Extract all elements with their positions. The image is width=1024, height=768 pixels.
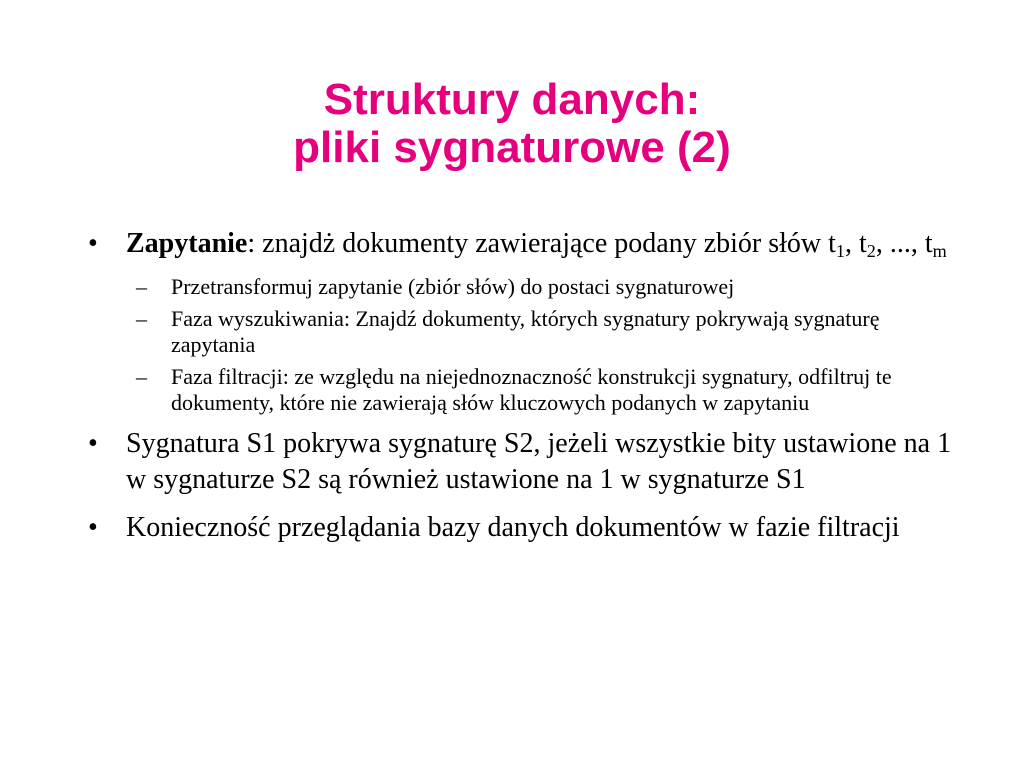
subscript-1: 1 (835, 241, 846, 261)
sub-item-search-phase-text: Faza wyszukiwania: Znajdź dokumenty, których sygnatury pokrywają sygnaturę zapytania (171, 306, 880, 357)
dash-icon: – (136, 274, 147, 299)
sub-item-transform-text: Przetransformuj zapytanie (zbiór słów) do postaci sygnaturowej (171, 274, 735, 299)
bullet-item-query-text-2: , t (845, 228, 867, 259)
slide-title (0, 76, 1024, 173)
bullet-item-filter-necessity-text: Konieczność przeglądania bazy danych dokumentów w fazie filtracji (126, 512, 900, 543)
query-sub-list (88, 274, 958, 416)
bullet-item-query-text: : znajdż dokumenty zawierające podany zbiór słów t (247, 228, 836, 259)
bullet-item-signature-cover (88, 426, 958, 498)
sub-item-filter-phase (88, 364, 958, 416)
bullet-icon: • (88, 228, 98, 259)
slide-title-line-1: Struktury danych: (323, 75, 701, 124)
sub-item-search-phase (88, 306, 958, 358)
bullet-icon: • (88, 428, 98, 459)
bullet-item-filter-necessity (88, 510, 958, 546)
bullet-icon: • (88, 512, 98, 543)
bullet-item-query-text-3: , ..., t (875, 228, 933, 259)
slide-title-line-2: pliki sygnaturowe (2) (293, 123, 731, 173)
dash-icon: – (136, 306, 147, 331)
bullet-item-query-bold: Zapytanie (126, 228, 248, 259)
slide-content (88, 226, 958, 558)
sub-item-filter-phase-text: Faza filtracji: ze względu na niejednoznaczność konstrukcji sygnatury, odfiltruj te dokumenty, które nie zawierają słów kluczowych podanych w zapytaniu (171, 364, 892, 415)
bullet-item-query (88, 226, 958, 262)
subscript-2: 2 (866, 241, 876, 261)
dash-icon: – (136, 364, 147, 389)
sub-item-transform (88, 274, 958, 300)
bullet-item-signature-cover-text: Sygnatura S1 pokrywa sygnaturę S2, jeżeli wszystkie bity ustawione na 1 w sygnaturze S2 są również ustawione na 1 w sygnaturze S1 (126, 428, 952, 495)
subscript-m: m (932, 241, 947, 261)
